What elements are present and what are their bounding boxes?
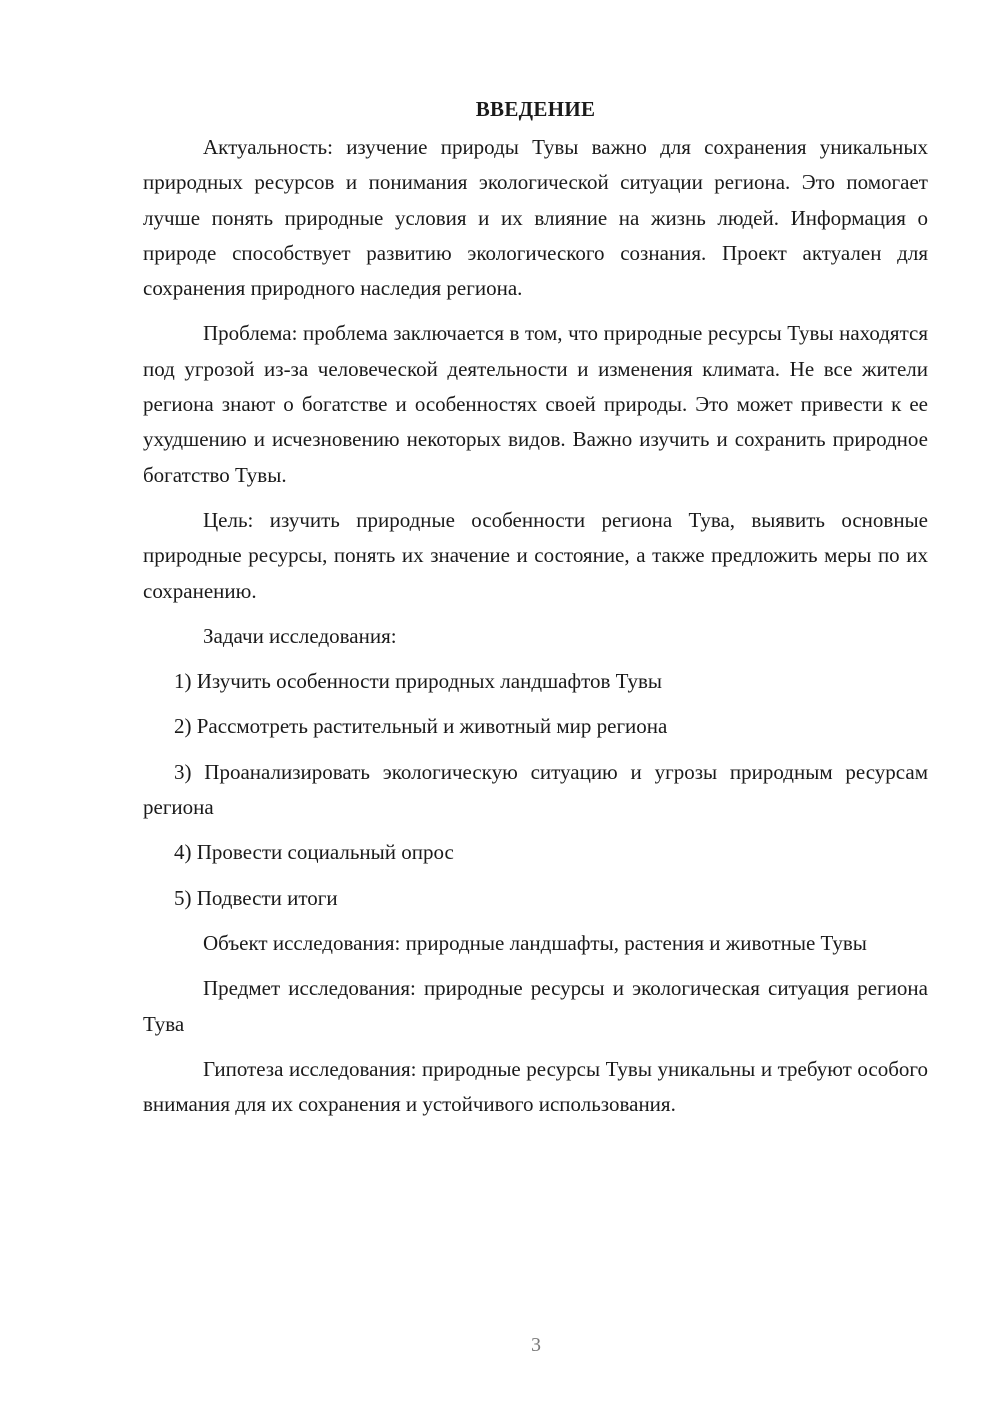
document-page bbox=[143, 92, 928, 1132]
hypothesis-paragraph: Гипотеза исследования: природные ресурсы Тувы уникальны и требуют особого внимания для их сохранения и устойчивого использования. bbox=[143, 1056, 928, 1117]
tasks-list bbox=[143, 664, 928, 916]
page-number: 3 bbox=[531, 1334, 541, 1356]
relevance-paragraph: Актуальность: изучение природы Тувы важно для сохранения уникальных природных ресурсов и понимания экологической ситуации региона. Это помогает лучше понять природные условия и их влияние на жизнь людей. Информация о природе способствует развитию экологического сознания. Проект актуален для сохранения природного наследия региона. bbox=[143, 135, 928, 301]
list-item: 5) Подвести итоги bbox=[174, 885, 338, 910]
goal-paragraph: Цель: изучить природные особенности региона Тува, выявить основные природные ресурсы, понять их значение и состояние, а также предложить меры по их сохранению. bbox=[143, 507, 928, 603]
list-item: 4) Провести социальный опрос bbox=[174, 840, 454, 865]
list-item: 3) Проанализировать экологическую ситуацию и угрозы природным ресурсам региона bbox=[143, 759, 928, 820]
subject-paragraph: Предмет исследования: природные ресурсы и экологическая ситуация региона Тува bbox=[143, 976, 928, 1036]
list-item: 2) Рассмотреть растительный и животный мир региона bbox=[174, 714, 668, 739]
list-item: 1) Изучить особенности природных ландшафтов Тувы bbox=[174, 669, 662, 694]
tasks-heading: Задачи исследования: bbox=[203, 623, 397, 648]
problem-paragraph: Проблема: проблема заключается в том, что природные ресурсы Тувы находятся под угрозой из-за человеческой деятельности и изменения климата. Не все жители региона знают о богатстве и особенностях своей природы. Это может привести к ее ухудшению и исчезновению некоторых видов. Важно изучить и сохранить природное богатство Тувы. bbox=[143, 321, 928, 487]
page-title: ВВЕДЕНИЕ bbox=[475, 97, 596, 121]
object-paragraph: Объект исследования: природные ландшафты, растения и животные Тувы bbox=[203, 930, 867, 955]
